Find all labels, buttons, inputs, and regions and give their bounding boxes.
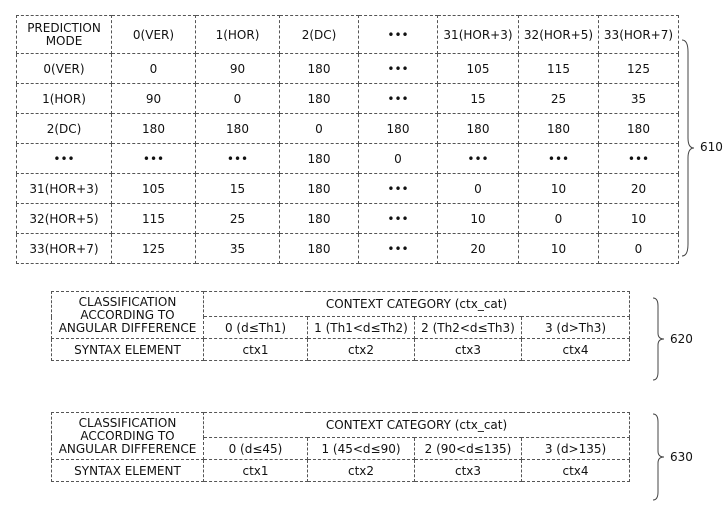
table-row xyxy=(17,114,679,144)
header-row xyxy=(52,413,630,438)
brace-630 xyxy=(651,412,667,502)
table-cell: 10 xyxy=(519,234,599,264)
table-cell: 180 xyxy=(599,114,679,144)
context-category-table-degrees-body xyxy=(52,413,630,482)
table-row xyxy=(17,84,679,114)
table-cell: 0(VER) xyxy=(17,54,112,84)
header-cell: 0(VER) xyxy=(112,16,196,54)
classification-header: CLASSIFICATION ACCORDING TO ANGULAR DIFFERENCE xyxy=(52,413,204,460)
context-category-table-threshold xyxy=(51,291,630,361)
table-cell: 105 xyxy=(112,174,196,204)
table-cell: 125 xyxy=(112,234,196,264)
table-cell: 125 xyxy=(599,54,679,84)
table-cell: 35 xyxy=(196,234,280,264)
table-cell: 0 xyxy=(196,84,280,114)
table-cell: 180 xyxy=(196,114,280,144)
ref-label-620: 620 xyxy=(670,332,693,346)
table-cell: ••• xyxy=(359,174,438,204)
table-cell: ••• xyxy=(17,144,112,174)
syntax-cell: ctx2 xyxy=(308,339,415,361)
table-cell: 115 xyxy=(519,54,599,84)
brace-610 xyxy=(680,38,698,258)
table-cell: 0 xyxy=(519,204,599,234)
table-cell: 15 xyxy=(438,84,519,114)
angular-difference-table-body xyxy=(17,16,679,264)
category-cell: 0 (d≤45) xyxy=(204,438,308,460)
syntax-cell: ctx2 xyxy=(308,460,415,482)
table-row xyxy=(17,204,679,234)
table-row xyxy=(17,234,679,264)
table-cell: ••• xyxy=(196,144,280,174)
header-row xyxy=(17,16,679,54)
table-cell: 180 xyxy=(112,114,196,144)
table-cell: 180 xyxy=(280,144,359,174)
table-cell: 90 xyxy=(196,54,280,84)
table-cell: ••• xyxy=(359,234,438,264)
header-cell: 31(HOR+3) xyxy=(438,16,519,54)
context-category-table-threshold-body xyxy=(52,292,630,361)
category-cell: 1 (Th1<d≤Th2) xyxy=(308,317,415,339)
brace-620 xyxy=(651,296,667,382)
table-cell: 0 xyxy=(359,144,438,174)
table-cell: ••• xyxy=(599,144,679,174)
table-cell: 35 xyxy=(599,84,679,114)
table-cell: 15 xyxy=(196,174,280,204)
table-cell: 25 xyxy=(196,204,280,234)
table-cell: 20 xyxy=(438,234,519,264)
table-cell: 180 xyxy=(438,114,519,144)
table-cell: 0 xyxy=(280,114,359,144)
category-cell: 0 (d≤Th1) xyxy=(204,317,308,339)
table-cell: 0 xyxy=(438,174,519,204)
ref-label-610: 610 xyxy=(700,140,723,154)
syntax-label: SYNTAX ELEMENT xyxy=(52,460,204,482)
table-cell: 180 xyxy=(359,114,438,144)
table-cell: 1(HOR) xyxy=(17,84,112,114)
table-cell: 32(HOR+5) xyxy=(17,204,112,234)
syntax-cell: ctx1 xyxy=(204,339,308,361)
table-cell: ••• xyxy=(519,144,599,174)
category-cell: 3 (d>Th3) xyxy=(522,317,630,339)
header-row xyxy=(52,292,630,317)
table-cell: 180 xyxy=(280,234,359,264)
table-cell: 0 xyxy=(599,234,679,264)
table-cell: 180 xyxy=(280,174,359,204)
table-cell: 2(DC) xyxy=(17,114,112,144)
table-cell: 10 xyxy=(519,174,599,204)
syntax-row xyxy=(52,339,630,361)
table-cell: 33(HOR+7) xyxy=(17,234,112,264)
category-cell: 3 (d>135) xyxy=(522,438,630,460)
table-cell: ••• xyxy=(359,54,438,84)
header-cell: ••• xyxy=(359,16,438,54)
syntax-cell: ctx1 xyxy=(204,460,308,482)
table-cell: 115 xyxy=(112,204,196,234)
table-cell: 0 xyxy=(112,54,196,84)
syntax-label: SYNTAX ELEMENT xyxy=(52,339,204,361)
table-cell: 10 xyxy=(599,204,679,234)
table-cell: 180 xyxy=(280,54,359,84)
context-category-title: CONTEXT CATEGORY (ctx_cat) xyxy=(204,413,630,438)
table-cell: 20 xyxy=(599,174,679,204)
table-cell: 180 xyxy=(280,84,359,114)
syntax-cell: ctx3 xyxy=(415,339,522,361)
table-row xyxy=(17,174,679,204)
context-category-title: CONTEXT CATEGORY (ctx_cat) xyxy=(204,292,630,317)
table-cell: ••• xyxy=(112,144,196,174)
ref-label-630: 630 xyxy=(670,450,693,464)
syntax-cell: ctx4 xyxy=(522,460,630,482)
syntax-cell: ctx4 xyxy=(522,339,630,361)
header-cell: PREDICTION MODE xyxy=(17,16,112,54)
syntax-cell: ctx3 xyxy=(415,460,522,482)
table-cell: 25 xyxy=(519,84,599,114)
category-cell: 2 (90<d≤135) xyxy=(415,438,522,460)
table-cell: ••• xyxy=(438,144,519,174)
header-cell: 1(HOR) xyxy=(196,16,280,54)
table-row xyxy=(17,144,679,174)
classification-header: CLASSIFICATION ACCORDING TO ANGULAR DIFFERENCE xyxy=(52,292,204,339)
category-cell: 2 (Th2<d≤Th3) xyxy=(415,317,522,339)
syntax-row xyxy=(52,460,630,482)
table-cell: 180 xyxy=(519,114,599,144)
header-cell: 2(DC) xyxy=(280,16,359,54)
table-cell: ••• xyxy=(359,204,438,234)
context-category-table-degrees xyxy=(51,412,630,482)
header-cell: 32(HOR+5) xyxy=(519,16,599,54)
table-cell: 105 xyxy=(438,54,519,84)
table-cell: 10 xyxy=(438,204,519,234)
table-cell: 90 xyxy=(112,84,196,114)
table-row xyxy=(17,54,679,84)
table-cell: 31(HOR+3) xyxy=(17,174,112,204)
table-cell: 180 xyxy=(280,204,359,234)
angular-difference-table xyxy=(16,15,679,264)
header-cell: 33(HOR+7) xyxy=(599,16,679,54)
category-cell: 1 (45<d≤90) xyxy=(308,438,415,460)
table-cell: ••• xyxy=(359,84,438,114)
